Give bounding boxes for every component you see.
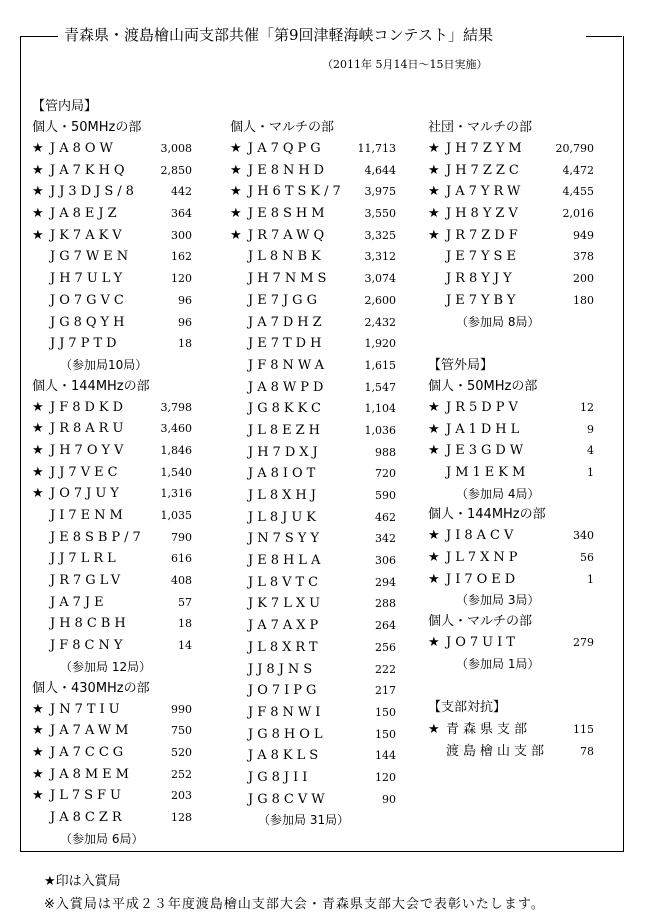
result-row xyxy=(428,419,594,441)
callsign: JA7AWM xyxy=(50,723,133,739)
score: 949 xyxy=(573,228,594,242)
prize-star-icon: ★ xyxy=(32,788,44,804)
callsign: JL8VTC xyxy=(248,574,323,590)
callsign: JH7OYV xyxy=(50,442,128,458)
result-row xyxy=(32,312,192,334)
prize-star-icon: ★ xyxy=(428,162,440,178)
score: 203 xyxy=(171,789,192,803)
score: 750 xyxy=(171,724,192,738)
result-row xyxy=(32,268,192,290)
result-row xyxy=(230,312,396,334)
results-column-1 xyxy=(32,96,192,850)
result-row xyxy=(32,290,192,312)
callsign: JL8XRT xyxy=(248,639,322,655)
footer-note-prize: ★印は入賞局 xyxy=(44,874,121,889)
score: 3,312 xyxy=(364,250,396,264)
callsign: JE8SHM xyxy=(248,206,329,222)
score: 364 xyxy=(171,207,192,221)
prize-star-icon: ★ xyxy=(428,571,440,587)
result-row xyxy=(32,764,192,786)
page-subtitle: （2011年 5月14日～15日実施） xyxy=(322,58,488,71)
callsign: JA7CCG xyxy=(50,744,128,760)
score: 9 xyxy=(587,422,594,436)
result-row xyxy=(32,397,192,419)
callsign: JH8CBH xyxy=(50,616,130,632)
prize-star-icon: ★ xyxy=(32,399,44,415)
callsign: JR7AWQ xyxy=(248,227,329,243)
callsign: JK7AKV xyxy=(50,227,126,243)
result-row xyxy=(230,181,396,203)
result-row xyxy=(230,702,396,724)
result-row xyxy=(32,807,192,829)
score: 2,016 xyxy=(562,207,594,221)
score: 2,432 xyxy=(364,315,396,329)
prize-star-icon: ★ xyxy=(32,206,44,222)
score: 306 xyxy=(375,554,396,568)
participant-count: （参加局 31局） xyxy=(258,813,350,828)
result-row xyxy=(428,203,594,225)
section-title: 社団・マルチの部 xyxy=(428,120,533,135)
result-row xyxy=(428,525,594,547)
callsign: JG8JII xyxy=(248,769,312,785)
result-row xyxy=(230,398,396,420)
result-row xyxy=(230,637,396,659)
callsign: JA7JE xyxy=(50,594,108,610)
score: 279 xyxy=(573,636,594,650)
callsign: JO7JUY xyxy=(50,486,123,502)
result-row xyxy=(230,420,396,442)
callsign: JN7TIU xyxy=(50,701,124,717)
score: 1,846 xyxy=(160,443,192,457)
section-title: 個人・144MHzの部 xyxy=(428,507,546,523)
score: 2,850 xyxy=(160,163,192,177)
result-row xyxy=(428,547,594,569)
result-row xyxy=(230,225,396,247)
score: 57 xyxy=(178,595,192,609)
result-row xyxy=(32,785,192,807)
prize-star-icon: ★ xyxy=(32,227,44,243)
section-title: 個人・マルチの部 xyxy=(230,120,335,135)
callsign: JG8QYH xyxy=(50,314,129,330)
callsign: JR8YJY xyxy=(446,271,516,287)
callsign: JL8JUK xyxy=(248,509,320,525)
result-row xyxy=(428,440,594,462)
score: 96 xyxy=(178,315,192,329)
callsign: JA8MEM xyxy=(50,766,133,782)
score: 1 xyxy=(587,572,594,586)
score: 378 xyxy=(573,250,594,264)
result-row xyxy=(32,742,192,764)
result-row xyxy=(32,592,192,614)
score: 11,713 xyxy=(357,142,396,155)
callsign: JL8XHJ xyxy=(248,488,320,503)
prize-star-icon: ★ xyxy=(32,421,44,437)
result-row xyxy=(230,680,396,702)
score: 128 xyxy=(171,810,192,824)
score: 12 xyxy=(580,400,594,414)
callsign: JL7XNP xyxy=(446,550,522,565)
page-title: 青森県・渡島檜山両支部共催「第9回津軽海峡コンテスト」結果 xyxy=(64,26,493,44)
callsign: JG8KKC xyxy=(248,401,325,417)
result-row xyxy=(230,203,396,225)
callsign: 渡島檜山支部 xyxy=(446,743,549,759)
prize-star-icon: ★ xyxy=(32,442,44,458)
callsign: JN7SYY xyxy=(248,531,323,547)
score: 3,008 xyxy=(160,142,192,155)
score: 442 xyxy=(171,185,192,199)
score: 14 xyxy=(178,639,192,653)
result-row xyxy=(428,569,594,591)
callsign: JE8HLA xyxy=(248,553,325,569)
result-row xyxy=(428,462,594,484)
result-row xyxy=(230,333,396,355)
callsign: JA7DHZ xyxy=(248,314,326,330)
result-row xyxy=(230,442,396,464)
result-row xyxy=(230,160,396,182)
callsign: JR8ARU xyxy=(50,421,128,437)
group-header: 【支部対抗】 xyxy=(428,700,507,716)
result-row xyxy=(32,548,192,570)
callsign: JG7WEN xyxy=(50,249,133,265)
callsign: JJ7VEC xyxy=(50,464,122,480)
result-row xyxy=(32,462,192,484)
callsign: JA7QPG xyxy=(248,141,325,156)
prize-star-icon: ★ xyxy=(32,701,44,717)
results-column-2 xyxy=(230,96,396,832)
callsign: JE8SBP/7 xyxy=(50,529,145,545)
result-row xyxy=(32,160,192,182)
group-header: 【管外局】 xyxy=(428,357,494,373)
score: 1,615 xyxy=(364,358,396,372)
spacer xyxy=(428,675,594,697)
participant-count: （参加局 1局） xyxy=(456,656,540,671)
score: 78 xyxy=(580,744,594,758)
result-row xyxy=(428,138,594,160)
callsign: JA1DHL xyxy=(446,421,524,437)
section-title: 個人・430MHzの部 xyxy=(32,680,150,696)
callsign: JF8CNY xyxy=(50,638,127,654)
result-row xyxy=(32,699,192,721)
result-row xyxy=(32,440,192,462)
result-row xyxy=(230,767,396,789)
prize-star-icon: ★ xyxy=(32,184,44,200)
score: 144 xyxy=(375,749,396,763)
result-row xyxy=(428,632,594,654)
score: 616 xyxy=(171,552,192,566)
result-row xyxy=(428,181,594,203)
callsign: 青森県支部 xyxy=(446,722,532,738)
callsign: JE8NHD xyxy=(248,162,329,178)
callsign: JA8EJZ xyxy=(50,206,121,222)
result-row xyxy=(32,570,192,592)
callsign: JL7SFU xyxy=(50,788,125,804)
score: 1,547 xyxy=(364,380,396,394)
score: 264 xyxy=(375,619,396,633)
result-row xyxy=(428,160,594,182)
prize-star-icon: ★ xyxy=(32,464,44,480)
callsign: JR7ZDF xyxy=(446,227,522,243)
result-row xyxy=(230,745,396,767)
callsign: JI7ENM xyxy=(50,508,127,523)
score: 115 xyxy=(573,723,594,737)
result-row xyxy=(230,377,396,399)
callsign: JH7ZYM xyxy=(446,141,526,156)
score: 988 xyxy=(375,445,396,459)
callsign: JE7JGG xyxy=(248,292,321,308)
callsign: JJ7LRL xyxy=(50,551,120,567)
score: 222 xyxy=(375,662,396,676)
section-title: 個人・144MHzの部 xyxy=(32,378,150,394)
callsign: JH7NMS xyxy=(248,271,331,287)
prize-star-icon: ★ xyxy=(32,744,44,760)
prize-star-icon: ★ xyxy=(32,766,44,782)
callsign: JO7IPG xyxy=(248,683,321,699)
score: 1 xyxy=(587,465,594,479)
callsign: JL8NBK xyxy=(248,249,325,265)
score: 20,790 xyxy=(555,142,594,155)
score: 4,644 xyxy=(364,163,396,177)
prize-star-icon: ★ xyxy=(230,227,242,243)
result-row xyxy=(428,290,594,312)
result-row xyxy=(230,572,396,594)
result-row xyxy=(32,181,192,203)
prize-star-icon: ★ xyxy=(428,141,440,156)
prize-star-icon: ★ xyxy=(428,443,440,459)
participant-count: （参加局 4局） xyxy=(456,486,540,501)
score: 3,550 xyxy=(364,207,396,221)
result-row xyxy=(32,138,192,160)
callsign: JE7YBY xyxy=(446,292,520,308)
callsign: JH6TSK/7 xyxy=(248,184,345,200)
result-row xyxy=(230,507,396,529)
score: 288 xyxy=(375,597,396,611)
score: 120 xyxy=(171,272,192,286)
score: 150 xyxy=(375,727,396,741)
callsign: JI8ACV xyxy=(446,528,518,544)
score: 1,035 xyxy=(160,509,192,522)
result-row xyxy=(230,550,396,572)
score: 720 xyxy=(375,467,396,481)
callsign: JA7AXP xyxy=(248,618,323,634)
score: 162 xyxy=(171,250,192,264)
callsign: JA8CZR xyxy=(50,809,126,825)
section-title: 個人・50MHzの部 xyxy=(32,120,142,135)
callsign: JI7OED xyxy=(446,571,520,587)
callsign: JA7YRW xyxy=(446,184,525,200)
result-row xyxy=(32,418,192,440)
result-row xyxy=(230,724,396,746)
participant-count: （参加局 3局） xyxy=(456,593,540,608)
callsign: JF8NWA xyxy=(248,357,328,373)
score: 3,798 xyxy=(160,400,192,414)
score: 1,920 xyxy=(364,337,396,351)
prize-star-icon: ★ xyxy=(428,722,440,738)
prize-star-icon: ★ xyxy=(32,723,44,739)
results-column-3 xyxy=(428,96,594,763)
result-row xyxy=(230,290,396,312)
spacer xyxy=(428,333,594,355)
callsign: JO7UIT xyxy=(446,635,519,651)
score: 300 xyxy=(171,228,192,242)
score: 217 xyxy=(375,684,396,698)
callsign: JK7LXU xyxy=(248,596,325,612)
result-row xyxy=(230,485,396,507)
callsign: JO7GVC xyxy=(50,292,128,308)
result-row xyxy=(230,528,396,550)
spacer xyxy=(230,96,396,118)
callsign: JA8KLS xyxy=(248,748,323,764)
result-row xyxy=(32,333,192,355)
result-row xyxy=(230,789,396,811)
score: 120 xyxy=(375,770,396,784)
callsign: JJ3DJS/8 xyxy=(50,184,138,200)
score: 96 xyxy=(178,293,192,307)
score: 1,104 xyxy=(364,402,396,416)
participant-count: （参加局 6局） xyxy=(60,831,144,846)
callsign: JR5DPV xyxy=(446,399,522,415)
callsign: JH7DXJ xyxy=(248,444,322,460)
score: 2,600 xyxy=(364,293,396,307)
result-row xyxy=(32,720,192,742)
result-row xyxy=(230,659,396,681)
result-row xyxy=(428,225,594,247)
callsign: JH7ULY xyxy=(50,271,127,287)
score: 790 xyxy=(171,530,192,544)
callsign: JR7GLV xyxy=(50,573,125,589)
score: 1,540 xyxy=(160,465,192,479)
callsign: JA7KHQ xyxy=(50,162,129,178)
score: 4,472 xyxy=(562,163,594,177)
callsign: JJ8JNS xyxy=(248,661,317,677)
prize-star-icon: ★ xyxy=(230,141,242,156)
section-title: 個人・マルチの部 xyxy=(428,614,533,630)
score: 3,460 xyxy=(160,422,192,436)
score: 990 xyxy=(171,702,192,716)
score: 520 xyxy=(171,745,192,759)
callsign: JE3GDW xyxy=(446,443,528,459)
callsign: JA8OW xyxy=(50,141,117,156)
result-row xyxy=(230,615,396,637)
result-row xyxy=(32,203,192,225)
participant-count: （参加局 8局） xyxy=(456,314,540,329)
score: 294 xyxy=(375,575,396,589)
result-row xyxy=(32,613,192,635)
callsign: JF8DKD xyxy=(50,399,128,415)
prize-star-icon: ★ xyxy=(428,206,440,222)
callsign: JG8CVW xyxy=(248,791,329,807)
prize-star-icon: ★ xyxy=(428,635,440,651)
callsign: JE7YSE xyxy=(446,249,520,265)
result-row xyxy=(32,483,192,505)
callsign: JA8WPD xyxy=(248,379,328,395)
score: 3,975 xyxy=(364,185,396,199)
score: 18 xyxy=(178,337,192,351)
prize-star-icon: ★ xyxy=(428,399,440,415)
score: 256 xyxy=(375,640,396,654)
callsign: JJ7PTD xyxy=(50,336,121,352)
score: 462 xyxy=(375,510,396,524)
result-row xyxy=(32,527,192,549)
prize-star-icon: ★ xyxy=(230,184,242,200)
prize-star-icon: ★ xyxy=(230,206,242,222)
result-row xyxy=(428,719,594,741)
score: 1,316 xyxy=(160,487,192,501)
prize-star-icon: ★ xyxy=(428,550,440,565)
callsign: JA8IOT xyxy=(248,466,320,482)
prize-star-icon: ★ xyxy=(428,227,440,243)
prize-star-icon: ★ xyxy=(32,141,44,156)
result-row xyxy=(230,593,396,615)
score: 340 xyxy=(573,529,594,543)
prize-star-icon: ★ xyxy=(428,184,440,200)
result-row xyxy=(428,741,594,763)
result-row xyxy=(32,246,192,268)
result-row xyxy=(428,268,594,290)
callsign: JH7ZZC xyxy=(446,162,523,178)
result-row xyxy=(32,225,192,247)
participant-count: （参加局 12局） xyxy=(60,659,152,674)
result-row xyxy=(230,246,396,268)
callsign: JF8NWI xyxy=(248,704,325,720)
group-header: 【管内局】 xyxy=(32,99,98,114)
score: 252 xyxy=(171,767,192,781)
score: 342 xyxy=(375,532,396,546)
result-row xyxy=(230,138,396,160)
callsign: JE7TDH xyxy=(248,336,326,352)
callsign: JL8EZH xyxy=(248,422,324,438)
prize-star-icon: ★ xyxy=(32,162,44,178)
score: 3,325 xyxy=(364,228,396,242)
score: 1,036 xyxy=(364,423,396,437)
score: 56 xyxy=(580,551,594,564)
section-title: 個人・50MHzの部 xyxy=(428,378,538,394)
score: 180 xyxy=(573,293,594,307)
result-row xyxy=(230,463,396,485)
spacer xyxy=(428,96,594,118)
prize-star-icon: ★ xyxy=(230,162,242,178)
result-row xyxy=(428,397,594,419)
prize-star-icon: ★ xyxy=(32,486,44,502)
result-row xyxy=(428,246,594,268)
score: 4,455 xyxy=(562,185,594,199)
score: 590 xyxy=(375,489,396,502)
score: 200 xyxy=(573,272,594,286)
callsign: JM1EKM xyxy=(446,464,530,480)
result-row xyxy=(32,505,192,527)
result-row xyxy=(32,635,192,657)
callsign: JG8HOL xyxy=(248,726,327,742)
footer-note-award: ※入賞局は平成２３年度渡島檜山支部大会・青森県支部大会で表彰いたします。 xyxy=(44,897,545,912)
score: 18 xyxy=(178,617,192,631)
score: 4 xyxy=(587,444,594,458)
score: 150 xyxy=(375,705,396,719)
prize-star-icon: ★ xyxy=(428,421,440,437)
callsign: JH8YZV xyxy=(446,206,522,222)
participant-count: （参加局10局） xyxy=(60,357,148,372)
prize-star-icon: ★ xyxy=(428,528,440,544)
score: 3,074 xyxy=(364,272,396,286)
result-row xyxy=(230,268,396,290)
score: 90 xyxy=(382,792,396,806)
score: 408 xyxy=(171,574,192,588)
result-row xyxy=(230,355,396,377)
